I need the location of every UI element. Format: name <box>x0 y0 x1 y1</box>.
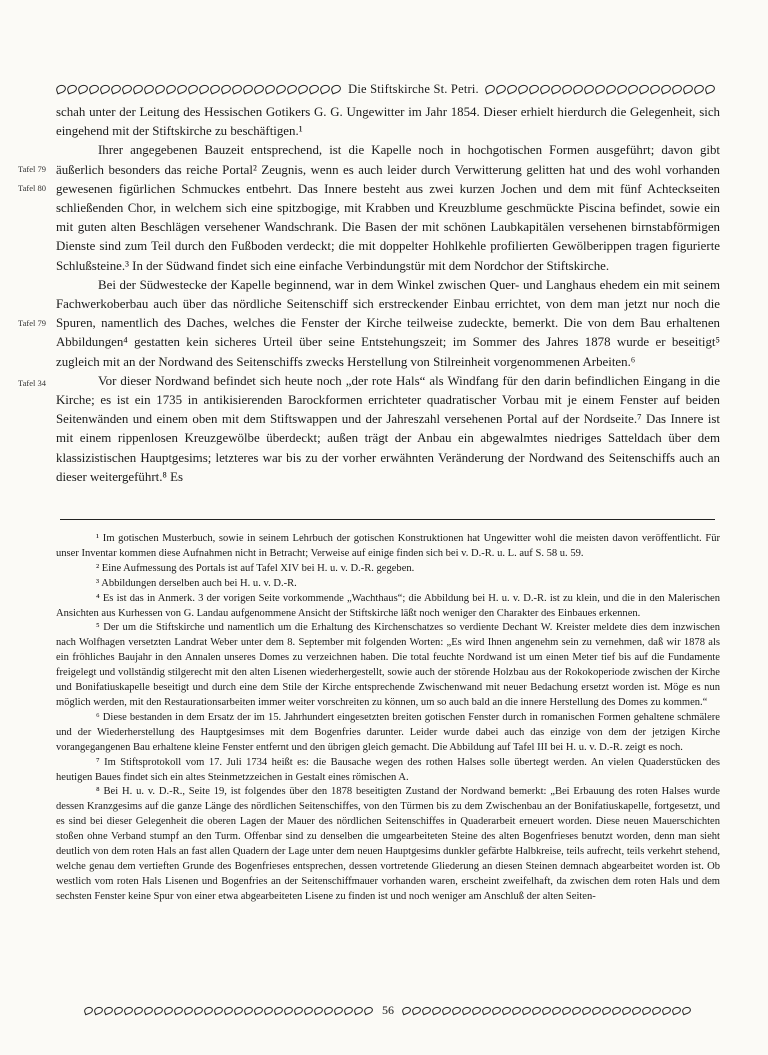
ornament-footer-left <box>84 1007 374 1014</box>
footnote: ⁷ Im Stiftsprotokoll vom 17. Juli 1734 heißt es: die Bausache wegen des rothen Halses solle übertegt werden. An vielen Quaderstücken des heutigen Baues findet sich ein altes Steinmetzzeichen in Gestalt eines römischen A. <box>56 756 720 783</box>
footnote: ² Eine Aufmessung des Portals ist auf Tafel XIV bei H. u. v. D.-R. gegeben. <box>96 562 415 574</box>
ornament-left <box>56 85 342 93</box>
footnote: ⁶ Diese bestanden in dem Ersatz der im 15. Jahrhundert eingesetzten breiten gotischen Fenster durch in romanischen Formen gehaltene schmälere und der Wiederherstellung des Hauptgesimses mit dem Bogenfries darunter. Leider wurde dabei auch das einzige von dem der jetzigen Kirche vorangegangenen Bau erhaltene kleine Fenster entfernt und den übrigen gleich gemacht. Die Abbildung auf Tafel III bei H. u. v. D.-R. zeigt es noch. <box>56 711 720 753</box>
footnote: ³ Abbildungen derselben auch bei H. u. v. D.-R. <box>96 577 297 589</box>
paragraph-text: Vor dieser Nordwand befindet sich heute noch „der rote Hals“ als Windfang für den darin befindlichen Eingang in die Kirche; es ist ein 1735 in antikisierenden Barockformen errichteter quadratischer Vorbau mit je einem Fenster auf beiden Seitenwänden und einem oben mit dem Stiftswappen und der Jahreszahl versehenen Portal auf der Nordseite.⁷ Das Innere ist mit einem rippenlosen Kreuzgewölbe überdeckt; außen trägt der Anbau ein abgewalmtes niedriges Satteldach über dem klassizistischen Hauptgesims; letzteres war bis zu der vorher erwähnten Veränderung der Nordwand des Seitenschiffs auch an dieser weitergeführt.⁸ Es <box>56 373 720 484</box>
ornament-footer-right <box>402 1007 692 1014</box>
page-number: 56 <box>382 1002 394 1017</box>
footnote: ⁴ Es ist das in Anmerk. 3 der vorigen Seite vorkommende „Wachthaus“; die Abbildung bei H. u. v. D.-R. ist zu klein, und die in den Malerischen Ansichten aus Kurhessen von G. Landau aufgenommene Ansicht der Stiftskirche läßt noch weniger den Charakter des Einbaues erkennen. <box>56 592 720 619</box>
page-header <box>56 80 716 98</box>
running-head: Die Stiftskirche St. Petri. <box>348 81 479 96</box>
main-text <box>18 103 720 487</box>
page-footer <box>56 1002 720 1018</box>
footnotes <box>56 532 720 905</box>
margin-note: Tafel 34 <box>18 377 46 388</box>
ornament-right <box>485 85 716 93</box>
footnote: ¹ Im gotischen Musterbuch, sowie in seinem Lehrbuch der gotischen Konstruktionen hat Ungewitter wohl die meisten davon veröffentlicht. Für unser Inventar kommen diese Aufnahmen nicht in Betracht; Verweise auf einige finden sich bei v. D.-R. u. L. auf S. 58 u. 59. <box>56 533 720 559</box>
paragraph <box>18 372 720 487</box>
paragraph: schah unter der Leitung des Hessischen Gotikers G. G. Ungewitter im Jahr 1854. Dieser erhielt hierdurch die Gelegenheit, sich eingehend mit der Stiftskirche zu beschäftigen.¹ <box>56 105 720 139</box>
margin-note: Tafel 80 <box>18 183 46 194</box>
footnote: ⁸ Bei H. u. v. D.-R., Seite 19, ist folgendes über den 1878 beseitigten Zustand der Nordwand bemerkt: „Bei Erbauung des roten Halses wurde dessen Kranzgesims auf die ganze Länge des nördlichen Seitenschiffes, von den Türmen bis zu dem Zwischenbau an der Bonifatiuskapelle, fortgesetzt, und es sind bei dieser Gelegenheit die oberen Lagen der Mauer des nördlichen Seitenschiffes in Quaderarbeit erneuert worden. Diese neuen Mauerschichten stoßen ohne Verband stumpf an den Turm. Offenbar sind zu denselben die umgearbeiteten Steine des alten Bogenfrieses benutzt worden, denn man sieht deutlich von dem roten Hals an fast allen Quadern der Lage unter dem neuen Hauptgesims dunkler gefärbte Halbkreise, teils aufrecht, teils verkehrt stehend, welche genau dem vertieften Grunde des Bogenfrieses entsprechen, dessen vortretende Gliederung an diesen Steinen demnach abgearbeitet worden ist. Ob westlich vom roten Hals Lisenen und Bogenfries an der Seitenschiffmauer vorhanden waren, erscheint zweifelhaft, da zwischen dem roten Hals und dem sechsten Fenster keine Spur von einer etwa abgearbeiteten Lisene zu finden ist und noch weniger am Anschluß der alten Seiten- <box>56 786 720 902</box>
paragraph <box>18 276 720 372</box>
footnote-rule <box>60 519 715 520</box>
paragraph <box>18 141 720 275</box>
margin-note: Tafel 79 <box>18 317 46 328</box>
footnote: ⁵ Der um die Stiftskirche und namentlich um die Erhaltung des Kirchenschatzes so verdiente Dechant W. Kreister meldete dies dem inzwischen nach Wolfhagen versetzten Landrat Weber unter dem 8. September mit folgenden Worten: „Es wird Ihnen angenehm sein zu vernehmen, daß wir 1878 als ein fröhliches Baujahr in den Annalen unseres Domes zu verzeichnen haben. Die total feuchte Nordwand ist um einen Meter tief bis auf die Fundamente freigelegt und vollständig stilgerecht mit den alten Lisenen wiederhergestellt, sowie auch der störende Holzbau aus der Rokokoperiode zwischen der Kirche und Bonifatiuskapelle beseitigt und durch eine dem Stile der Kirche entsprechende Zwischenwand mit neuer Bedachung ersetzt worden ist. Möge es nun möglich werden, mit den Restaurationsarbeiten immer weiter vorschreiten zu können, um so auch bald an die innere Herstellung des Domes zu kommen.“ <box>56 622 720 708</box>
paragraph-text: Ihrer angegebenen Bauzeit entsprechend, ist die Kapelle noch in hochgotischen Formen ausgeführt; davon gibt äußerlich besonders das reiche Portal² Zeugnis, wenn es auch leider durch Verwitterung gelitten hat und des wohl vorhanden gewesenen figürlichen Schmuckes entbehrt. Das Innere besteht aus zwei kurzen Jochen und dem mit fünf Achteckseiten schließenden Chor, in welchem sich eine spitzbogige, mit Krabben und Kreuzblume geschmückte Piscina befindet, sowie ein mit guten alten Beschlägen versehener Wandschrank. Die Basen der mit schönen Laubkapitälen versehenen birnstabförmigen Dienste sind zum Teil durch den Fußboden verdeckt; die mit doppelter Hohlkehle profilierten Gewölberippen tragen figurierte Schlußsteine.³ In der Südwand findet sich eine einfache Verbindungstür mit dem Nordchor der Stiftskirche. <box>56 143 720 273</box>
margin-note: Tafel 79 <box>18 164 46 175</box>
paragraph-text: Bei der Südwestecke der Kapelle beginnend, war in dem Winkel zwischen Quer- und Langhaus ehedem ein mit seinem Fachwerkoberbau auch über das nördliche Seitenschiff sich erstreckender Einbau errichtet, von dem man jetzt nur noch die Spuren, namentlich des Daches, welches die Fenster der Kirche teilweise zudeckte, bemerkt. Die von dem Bau erhaltenen Abbildungen⁴ gestatten kein sicheres Urteil über seine Entstehungszeit; im Sommer des Jahres 1878 wurde er beseitigt⁵ zugleich mit an der Nordwand des Seitenschiffs zwecks Herstellung von Stilreinheit vorgenommenen Arbeiten.⁶ <box>56 277 720 369</box>
